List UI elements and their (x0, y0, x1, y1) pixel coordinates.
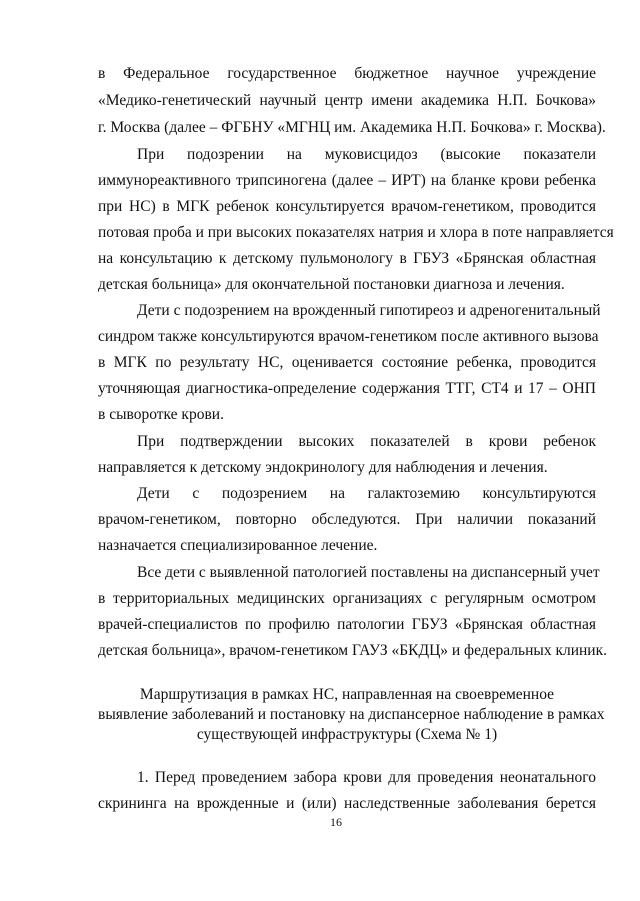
text-line: детская больница», врачом-генетиком ГАУЗ «БКДЦ» и федеральных клиник. (98, 642, 608, 659)
text-line: При подтверждении высоких показателей в крови ребенок (137, 433, 596, 450)
text-line: в сыворотке крови. (98, 406, 224, 423)
heading-line: существующей инфраструктуры (Схема № 1) (196, 726, 498, 743)
text-line: г. Москва (далее – ФГБНУ «МГНЦ им. Академика Н.П. Бочкова» г. Москва). (98, 119, 606, 136)
text-line: в Федеральное государственное бюджетное научное учреждение (98, 65, 596, 82)
text-line: при НС) в МГК ребенок консультируется врачом-генетиком, проводится (98, 198, 596, 215)
text-line: врачом-генетиком, повторно обследуются. При наличии показаний (98, 511, 596, 528)
text-line: «Медико-генетический научный центр имени академика Н.П. Бочкова» (98, 92, 596, 109)
text-line: 1. Перед проведением забора крови для проведения неонатального (137, 769, 596, 786)
text-line: Дети с подозрением на галактоземию консультируются (137, 485, 596, 502)
text-line: иммунореактивного трипсиногена (далее – ИРТ) на бланке крови ребенка (98, 172, 596, 189)
text-line: скрининга на врожденные и (или) наследственные заболевания берется (98, 795, 596, 812)
text-line: в МГК по результату НС, оценивается состояние ребенка, проводится (98, 354, 596, 371)
text-line: направляется к детскому эндокринологу для наблюдения и лечения. (98, 459, 548, 476)
heading-line: выявление заболеваний и постановку на диспансерное наблюдение в рамках (98, 706, 605, 723)
text-line: синдром также консультируются врачом-генетиком после активного вызова (98, 328, 599, 345)
text-line: в территориальных медицинских организациях с регулярным осмотром (98, 590, 596, 607)
text-line: При подозрении на муковисцидоз (высокие показатели (137, 146, 596, 163)
text-line: потовая проба и при высоких показателях натрия и хлора в поте направляется (98, 224, 614, 241)
text-line: детская больница» для окончательной постановки диагноза и лечения. (98, 276, 565, 293)
text-line: на консультацию к детскому пульмонологу в ГБУЗ «Брянская областная (98, 250, 596, 267)
text-line: Дети с подозрением на врожденный гипотиреоз и адреногенитальный (137, 302, 601, 319)
text-line: Все дети с выявленной патологией поставлены на диспансерный учет (137, 564, 600, 581)
text-line: уточняющая диагностика-определение содержания ТТГ, СТ4 и 17 – ОНП (98, 380, 596, 397)
page-number: 16 (330, 815, 342, 829)
heading-line: Маршрутизация в рамках НС, направленная на своевременное (139, 686, 555, 703)
text-line: врачей-специалистов по профилю патологии ГБУЗ «Брянская областная (98, 616, 596, 633)
text-line: назначается специализированное лечение. (98, 537, 378, 554)
